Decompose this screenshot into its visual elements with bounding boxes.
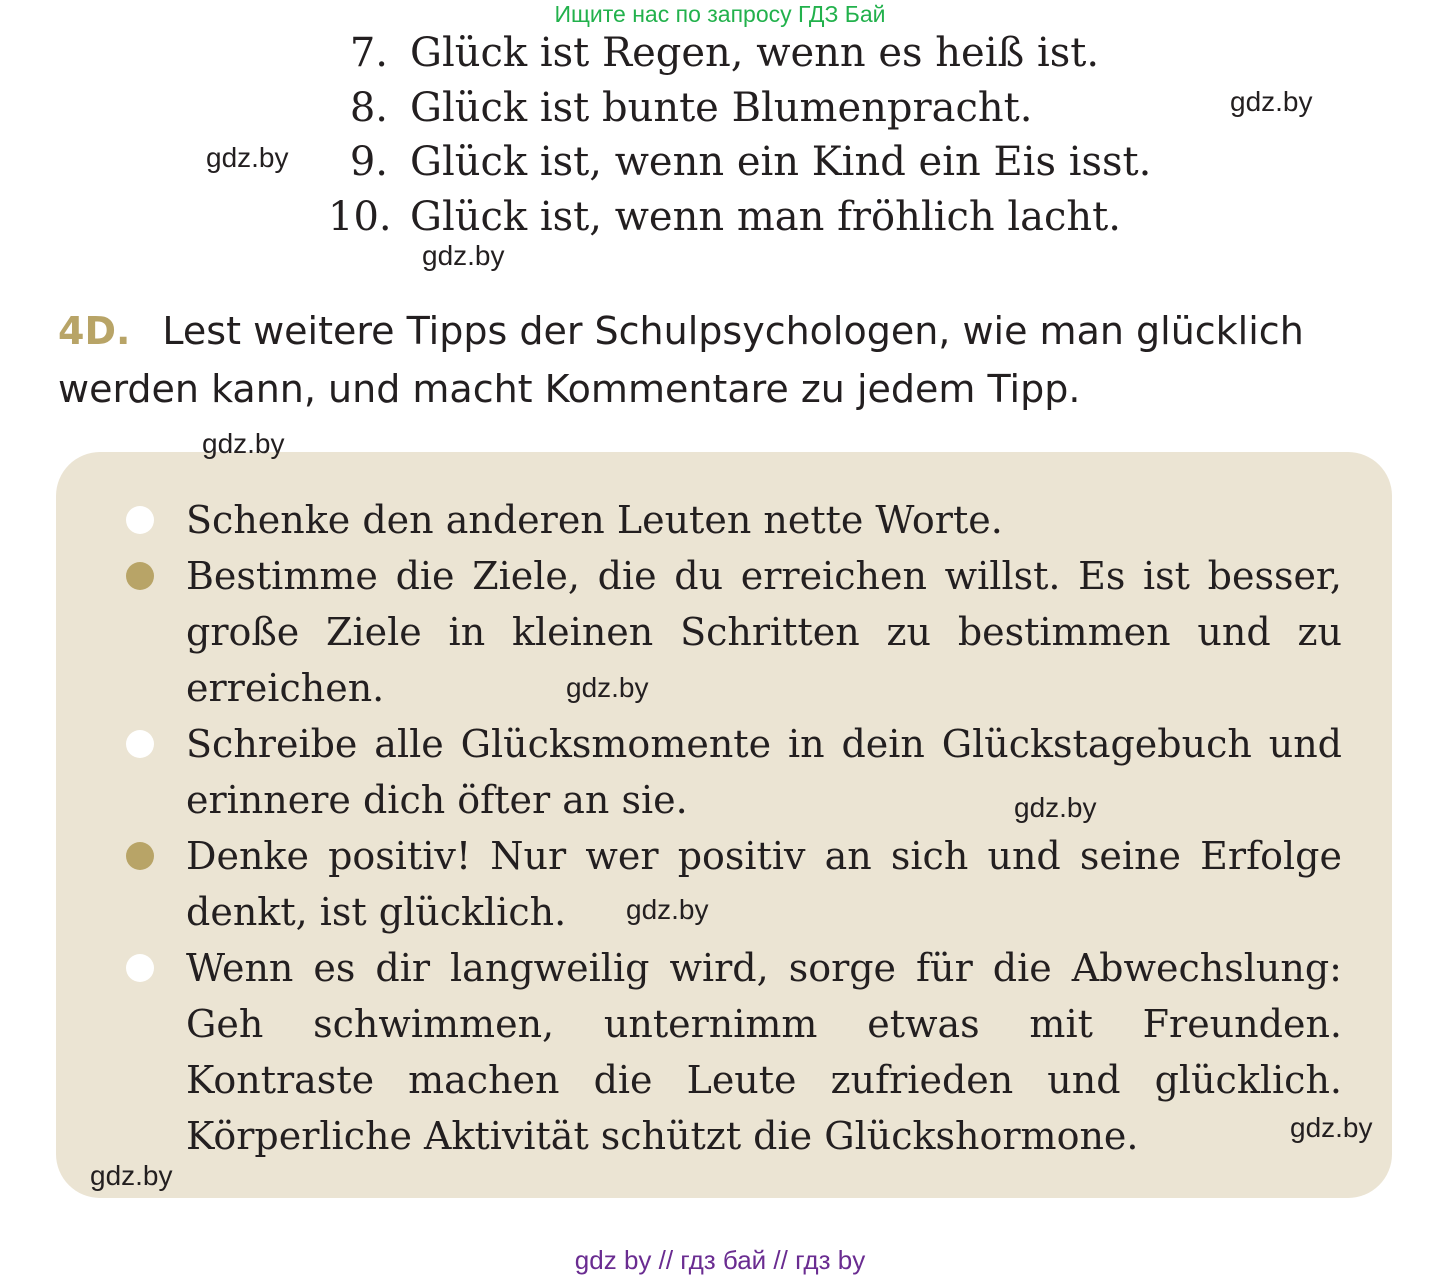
watermark: gdz.by	[1230, 86, 1313, 117]
tip-text: Denke positiv! Nur wer positiv an sich und seine Erfolge denkt, ist glücklich.	[186, 834, 1342, 934]
bullet-icon	[126, 562, 154, 590]
task-number: 4D.	[58, 309, 131, 353]
poem-line-number: 8.	[349, 85, 388, 131]
poem-line-text: Glück ist Regen, wenn es heiß ist.	[410, 30, 1100, 76]
watermark: gdz.by	[1014, 792, 1097, 823]
tip-item	[186, 940, 1342, 1164]
poem-line-text: Glück ist, wenn man fröhlich lacht.	[410, 194, 1121, 240]
poem-line-text: Glück ist bunte Blumenpracht.	[410, 85, 1033, 131]
bullet-icon	[126, 842, 154, 870]
tip-item	[186, 492, 1342, 548]
bullet-icon	[126, 730, 154, 758]
task-instruction: Lest weitere Tipps der Schulpsychologen, wie man glücklich werden kann, und macht Kommentare zu jedem Tipp.	[58, 309, 1304, 411]
poem-line-text: Glück ist, wenn ein Kind ein Eis isst.	[410, 139, 1152, 185]
watermark: gdz.by	[90, 1160, 173, 1191]
watermark: gdz.by	[566, 672, 649, 703]
watermark: gdz.by	[206, 142, 289, 173]
bullet-icon	[126, 506, 154, 534]
bullet-icon	[126, 954, 154, 982]
tip-item	[186, 548, 1342, 716]
poem-line-number: 10.	[328, 194, 392, 240]
tips-list	[186, 492, 1342, 1164]
tip-item	[186, 828, 1342, 940]
watermark: gdz.by	[202, 428, 285, 459]
task-heading	[58, 302, 1398, 418]
watermark: gdz.by	[1290, 1112, 1373, 1143]
watermark: gdz.by	[626, 894, 709, 925]
tip-text: Schreibe alle Glücksmomente in dein Glückstagebuch und erinnere dich öfter an sie.	[186, 722, 1342, 822]
footer-links: gdz by // гдз бай // гдз by	[574, 1245, 866, 1275]
poem-line-number: 9.	[349, 139, 388, 185]
tip-text: Wenn es dir langweilig wird, sorge für die Abwechslung: Geh schwimmen, unternimm etwas mit Freunden. Kontraste machen die Leute zufrieden und glücklich. Körperliche Aktivität schützt die Glückshormone.	[186, 946, 1342, 1158]
poem-line	[328, 137, 1151, 187]
tip-text: Bestimme die Ziele, die du erreichen willst. Es ist besser, große Ziele in kleinen Schritten zu bestimmen und zu erreichen.	[186, 554, 1342, 710]
search-banner: Ищите нас по запросу ГДЗ Бай	[554, 1, 886, 27]
tip-text: Schenke den anderen Leuten nette Worte.	[186, 498, 1003, 542]
poem-line	[328, 28, 1099, 78]
poem-line-number: 7.	[349, 30, 388, 76]
poem-line	[328, 192, 1121, 242]
tip-item	[186, 716, 1342, 828]
poem-line	[328, 83, 1032, 133]
watermark: gdz.by	[422, 240, 505, 271]
